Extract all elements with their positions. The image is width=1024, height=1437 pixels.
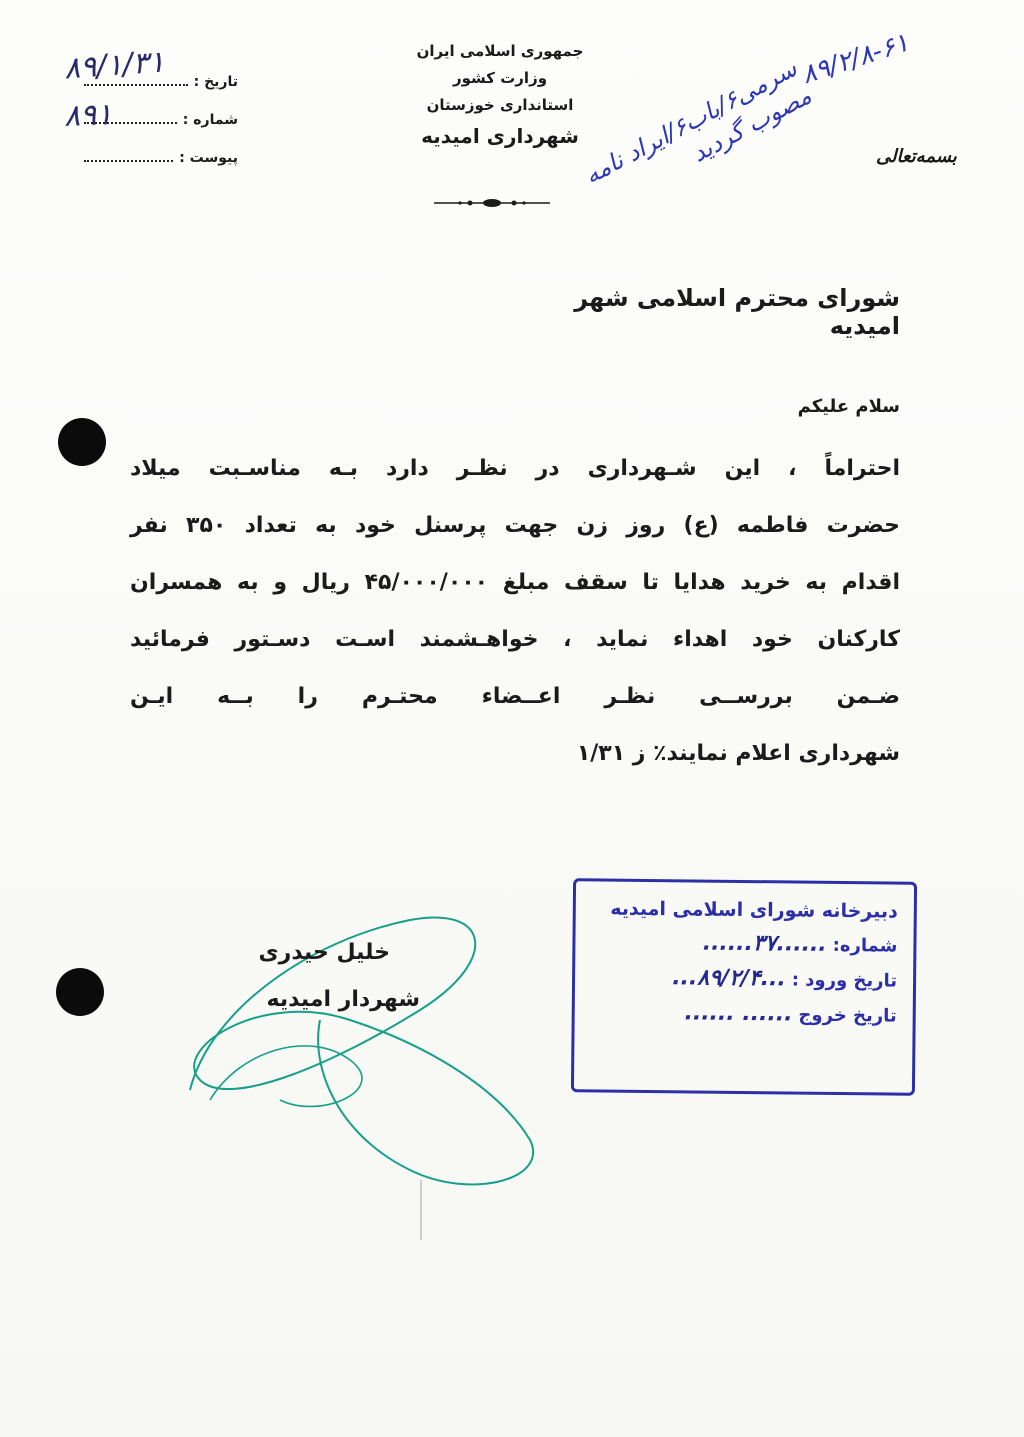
handwritten-reference: ۸۹/۲/۸-۶۱ — [798, 27, 913, 91]
stamp-exit-row — [591, 999, 897, 1027]
handwritten-date: ۸۹/۱/۳۱ — [62, 44, 166, 87]
signatory-title: شهردار امیدیه — [266, 987, 420, 1012]
stamp-number-label: شماره: — [832, 934, 898, 957]
body-line: حضرت فاطمه (ع) روز زن جهت پرسنل خود به تعداد ۳۵۰ نفر — [130, 513, 900, 538]
stamp-exit-label: تاریخ خروج — [798, 1004, 897, 1027]
body-line: کارکنان خود اهداء نماید ، خواهـشمند اسـت دسـتور فرمائید — [130, 627, 900, 652]
handwritten-approval-note: سرمی۶/باب۶/ایراد نامه مصوب گردید — [579, 54, 817, 190]
basmala: بسمه‌تعالی — [876, 146, 957, 167]
paper-mark — [420, 1180, 422, 1240]
meta-attachment-dots — [84, 150, 173, 162]
stamp-number-row — [591, 929, 897, 957]
body-line: شهرداری اعلام نمایند٪ ز ۱/۳۱ — [576, 741, 900, 766]
letterhead-ministry: وزارت کشور — [452, 68, 548, 87]
signature-block — [190, 940, 430, 1012]
stamp-number-value: ......۳۷...... — [702, 930, 827, 957]
body-line: اقدام به خرید هدایا تا سقف مبلغ ۴۵/۰۰۰/۰۰۰ ریال و به همسران — [130, 570, 901, 595]
council-secretariat-stamp — [571, 878, 917, 1096]
stamp-entry-value: ...۸۹/۲/۴... — [672, 965, 786, 992]
meta-number-label: شماره : — [182, 112, 238, 128]
signatory-name: خلیل حیدری — [258, 940, 390, 965]
meta-attachment-label: پیوست : — [179, 150, 238, 166]
letterhead-country: جمهوری اسلامی ایران — [416, 42, 584, 60]
punch-hole — [56, 968, 104, 1016]
body-line: احتراماً ، این شـهرداری در نظـر دارد بـه مناسـبت میلاد — [130, 456, 900, 481]
letterhead-governorate: استانداری خوزستان — [426, 95, 574, 114]
stamp-entry-label: تاریخ ورود : — [791, 969, 898, 992]
punch-hole — [58, 418, 106, 466]
letterhead — [380, 42, 620, 157]
stamp-title: دبیرخانه شورای اسلامی امیدیه — [610, 897, 898, 923]
recipient-title: شورای محترم اسلامی شهر امیدیه — [574, 284, 900, 340]
stamp-exit-value: ...... ...... — [684, 1000, 793, 1027]
meta-date-label: تاریخ : — [193, 74, 238, 90]
letter-body — [130, 440, 900, 782]
body-line: ضـمن بررســی نظـر اعــضاء محتـرم را بــه ایـن — [130, 684, 900, 709]
salutation: سلام علیکم — [797, 396, 900, 417]
meta-attachment-row — [78, 150, 238, 188]
stamp-entry-row — [591, 964, 897, 992]
letterhead-municipality: شهرداری امیدیه — [421, 124, 579, 149]
handwritten-number: ۸۹۱ — [63, 97, 113, 134]
